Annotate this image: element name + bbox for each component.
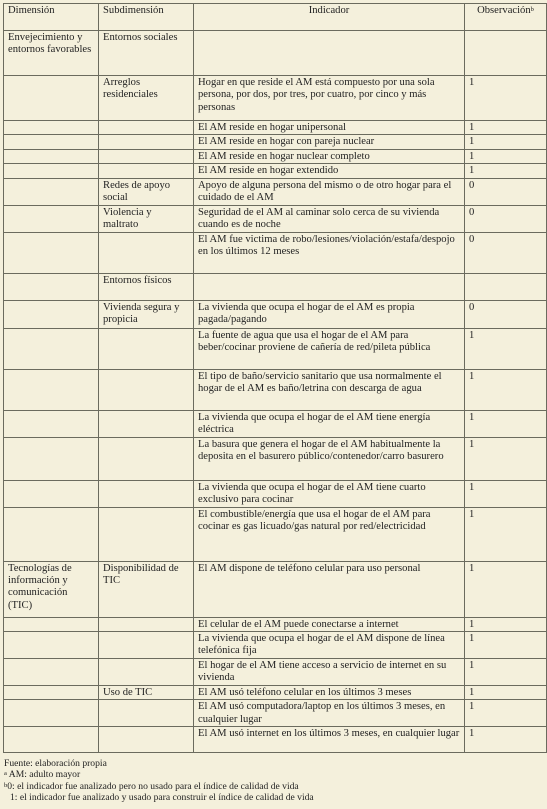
footnote-a-mark: a: [4, 770, 7, 778]
cell-observation: 1: [465, 164, 547, 178]
cell-observation: [465, 31, 547, 76]
cell-indicator: La vivienda que ocupa el hogar de el AM tiene cuarto exclusivo para cocinar: [194, 480, 465, 507]
cell-observation: 1: [465, 686, 547, 700]
table-row: [4, 76, 547, 121]
cell-dimension: [4, 178, 99, 205]
cell-dimension: [4, 149, 99, 163]
cell-subdimension: [99, 410, 194, 437]
cell-observation: 1: [465, 121, 547, 135]
footnote-source: Fuente: elaboración propia: [4, 758, 107, 769]
cell-dimension: Envejecimiento y entornos favorables: [4, 31, 99, 76]
table-row: [4, 632, 547, 659]
cell-observation: 0: [465, 232, 547, 273]
cell-subdimension: Entornos físicos: [99, 273, 194, 300]
cell-indicator: El hogar de el AM tiene acceso a servicio de internet en su vivienda: [194, 659, 465, 686]
table-body: [4, 31, 547, 753]
cell-observation: 1: [465, 632, 547, 659]
cell-subdimension: [99, 700, 194, 727]
cell-dimension: [4, 300, 99, 328]
cell-observation: 0: [465, 205, 547, 232]
cell-dimension: [4, 273, 99, 300]
cell-observation: 1: [465, 617, 547, 631]
cell-observation: 1: [465, 507, 547, 561]
cell-indicator: La vivienda que ocupa el hogar de el AM tiene energía eléctrica: [194, 410, 465, 437]
cell-dimension: [4, 76, 99, 121]
cell-indicator: El AM dispone de teléfono celular para uso personal: [194, 561, 465, 617]
cell-dimension: [4, 659, 99, 686]
cell-dimension: [4, 121, 99, 135]
cell-dimension: [4, 686, 99, 700]
cell-observation: 1: [465, 328, 547, 369]
table-row: [4, 149, 547, 163]
table-row: [4, 480, 547, 507]
table-row: [4, 617, 547, 631]
cell-dimension: [4, 632, 99, 659]
footnote-a: [4, 769, 314, 780]
cell-indicator: El AM fue victima de robo/lesiones/violación/estafa/despojo en los últimos 12 meses: [194, 232, 465, 273]
header-subdimension: Subdimensión: [99, 4, 194, 31]
cell-indicator: La basura que genera el hogar de el AM habitualmente la deposita en el basurero público/contenedor/carro basurero: [194, 437, 465, 480]
cell-dimension: [4, 507, 99, 561]
cell-dimension: [4, 135, 99, 149]
table-row: [4, 659, 547, 686]
footnote-b-line2: 1: el indicador fue analizado y usado para construir el índice de calidad de vida: [10, 791, 314, 803]
cell-subdimension: [99, 727, 194, 753]
cell-subdimension: [99, 437, 194, 480]
footnote-b: [4, 781, 314, 792]
cell-subdimension: [99, 121, 194, 135]
cell-dimension: [4, 164, 99, 178]
cell-dimension: [4, 480, 99, 507]
cell-observation: 1: [465, 480, 547, 507]
cell-observation: 1: [465, 149, 547, 163]
cell-indicator: [194, 31, 465, 76]
cell-indicator: El AM reside en hogar extendido: [194, 164, 465, 178]
cell-subdimension: Uso de TIC: [99, 686, 194, 700]
cell-subdimension: [99, 632, 194, 659]
cell-observation: 1: [465, 76, 547, 121]
table-row: [4, 232, 547, 273]
cell-subdimension: [99, 328, 194, 369]
footnote-a-text: AM: adulto mayor: [6, 769, 81, 781]
cell-observation: 0: [465, 178, 547, 205]
cell-dimension: [4, 232, 99, 273]
indicators-table: [3, 3, 547, 753]
table-row: [4, 300, 547, 328]
table-row: [4, 507, 547, 561]
cell-indicator: El combustible/energía que usa el hogar de el AM para cocinar es gas licuado/gas natural por red/electricidad: [194, 507, 465, 561]
cell-observation: 1: [465, 369, 547, 410]
header-indicator: Indicador: [194, 4, 465, 31]
cell-subdimension: Vivienda segura y propicia: [99, 300, 194, 328]
cell-dimension: [4, 328, 99, 369]
cell-indicator: Seguridad de el AM al caminar solo cerca de su vivienda cuando es de noche: [194, 205, 465, 232]
cell-dimension: [4, 617, 99, 631]
cell-subdimension: Redes de apoyo social: [99, 178, 194, 205]
footnote-b-mark: b: [4, 781, 8, 789]
cell-indicator: El AM reside en hogar con pareja nuclear: [194, 135, 465, 149]
cell-indicator: La vivienda que ocupa el hogar de el AM dispone de línea telefónica fija: [194, 632, 465, 659]
cell-subdimension: [99, 480, 194, 507]
cell-subdimension: Arreglos residenciales: [99, 76, 194, 121]
table-row: [4, 328, 547, 369]
footnotes: [4, 758, 314, 803]
table-row: [4, 164, 547, 178]
table-row: [4, 31, 547, 76]
table-row: [4, 700, 547, 727]
cell-indicator: El celular de el AM puede conectarse a internet: [194, 617, 465, 631]
cell-subdimension: [99, 369, 194, 410]
cell-subdimension: [99, 164, 194, 178]
header-observation-label: Observación: [477, 5, 531, 16]
cell-dimension: [4, 700, 99, 727]
cell-subdimension: [99, 149, 194, 163]
cell-subdimension: [99, 659, 194, 686]
cell-indicator: [194, 273, 465, 300]
cell-indicator: La vivienda que ocupa el hogar de el AM es propia pagada/pagando: [194, 300, 465, 328]
cell-indicator: La fuente de agua que usa el hogar de el AM para beber/cocinar proviene de cañería de red/pileta pública: [194, 328, 465, 369]
cell-subdimension: Disponibilidad de TIC: [99, 561, 194, 617]
table-row: [4, 727, 547, 753]
table-row: [4, 121, 547, 135]
cell-observation: 1: [465, 410, 547, 437]
cell-observation: 1: [465, 135, 547, 149]
cell-indicator: El tipo de baño/servicio sanitario que usa normalmente el hogar de el AM es baño/letrina con descarga de agua: [194, 369, 465, 410]
footnote-b-text: 0: el indicador fue analizado pero no usado para el índice de calidad de vida: [7, 780, 299, 792]
table-row: [4, 135, 547, 149]
table-row: [4, 178, 547, 205]
cell-subdimension: Entornos sociales: [99, 31, 194, 76]
table-row: [4, 686, 547, 700]
cell-dimension: [4, 410, 99, 437]
cell-dimension: Tecnologías de información y comunicación (TIC): [4, 561, 99, 617]
cell-indicator: Apoyo de alguna persona del mismo o de otro hogar para el cuidado de el AM: [194, 178, 465, 205]
cell-subdimension: [99, 135, 194, 149]
table-header-row: [4, 4, 547, 31]
cell-subdimension: [99, 232, 194, 273]
cell-subdimension: [99, 507, 194, 561]
cell-observation: 0: [465, 300, 547, 328]
cell-dimension: [4, 205, 99, 232]
cell-observation: [465, 273, 547, 300]
table-row: [4, 437, 547, 480]
cell-subdimension: [99, 617, 194, 631]
header-observation-sup: b: [530, 6, 534, 13]
cell-indicator: El AM reside en hogar nuclear completo: [194, 149, 465, 163]
cell-indicator: El AM usó computadora/laptop en los últimos 3 meses, en cualquier lugar: [194, 700, 465, 727]
cell-observation: 1: [465, 437, 547, 480]
cell-dimension: [4, 369, 99, 410]
cell-observation: 1: [465, 659, 547, 686]
cell-indicator: El AM usó teléfono celular en los últimos 3 meses: [194, 686, 465, 700]
cell-observation: 1: [465, 561, 547, 617]
header-dimension: Dimensión: [4, 4, 99, 31]
table-row: [4, 205, 547, 232]
cell-observation: 1: [465, 700, 547, 727]
table-row: [4, 561, 547, 617]
header-observation: [465, 4, 547, 31]
cell-indicator: El AM usó internet en los últimos 3 meses, en cualquier lugar: [194, 727, 465, 753]
cell-indicator: El AM reside en hogar unipersonal: [194, 121, 465, 135]
cell-indicator: Hogar en que reside el AM está compuesto por una sola persona, por dos, por tres, por cuatro, por cinco y más personas: [194, 76, 465, 121]
table-row: [4, 410, 547, 437]
table-row: [4, 273, 547, 300]
table-row: [4, 369, 547, 410]
cell-observation: 1: [465, 727, 547, 753]
cell-subdimension: Violencia y maltrato: [99, 205, 194, 232]
cell-dimension: [4, 727, 99, 753]
cell-dimension: [4, 437, 99, 480]
